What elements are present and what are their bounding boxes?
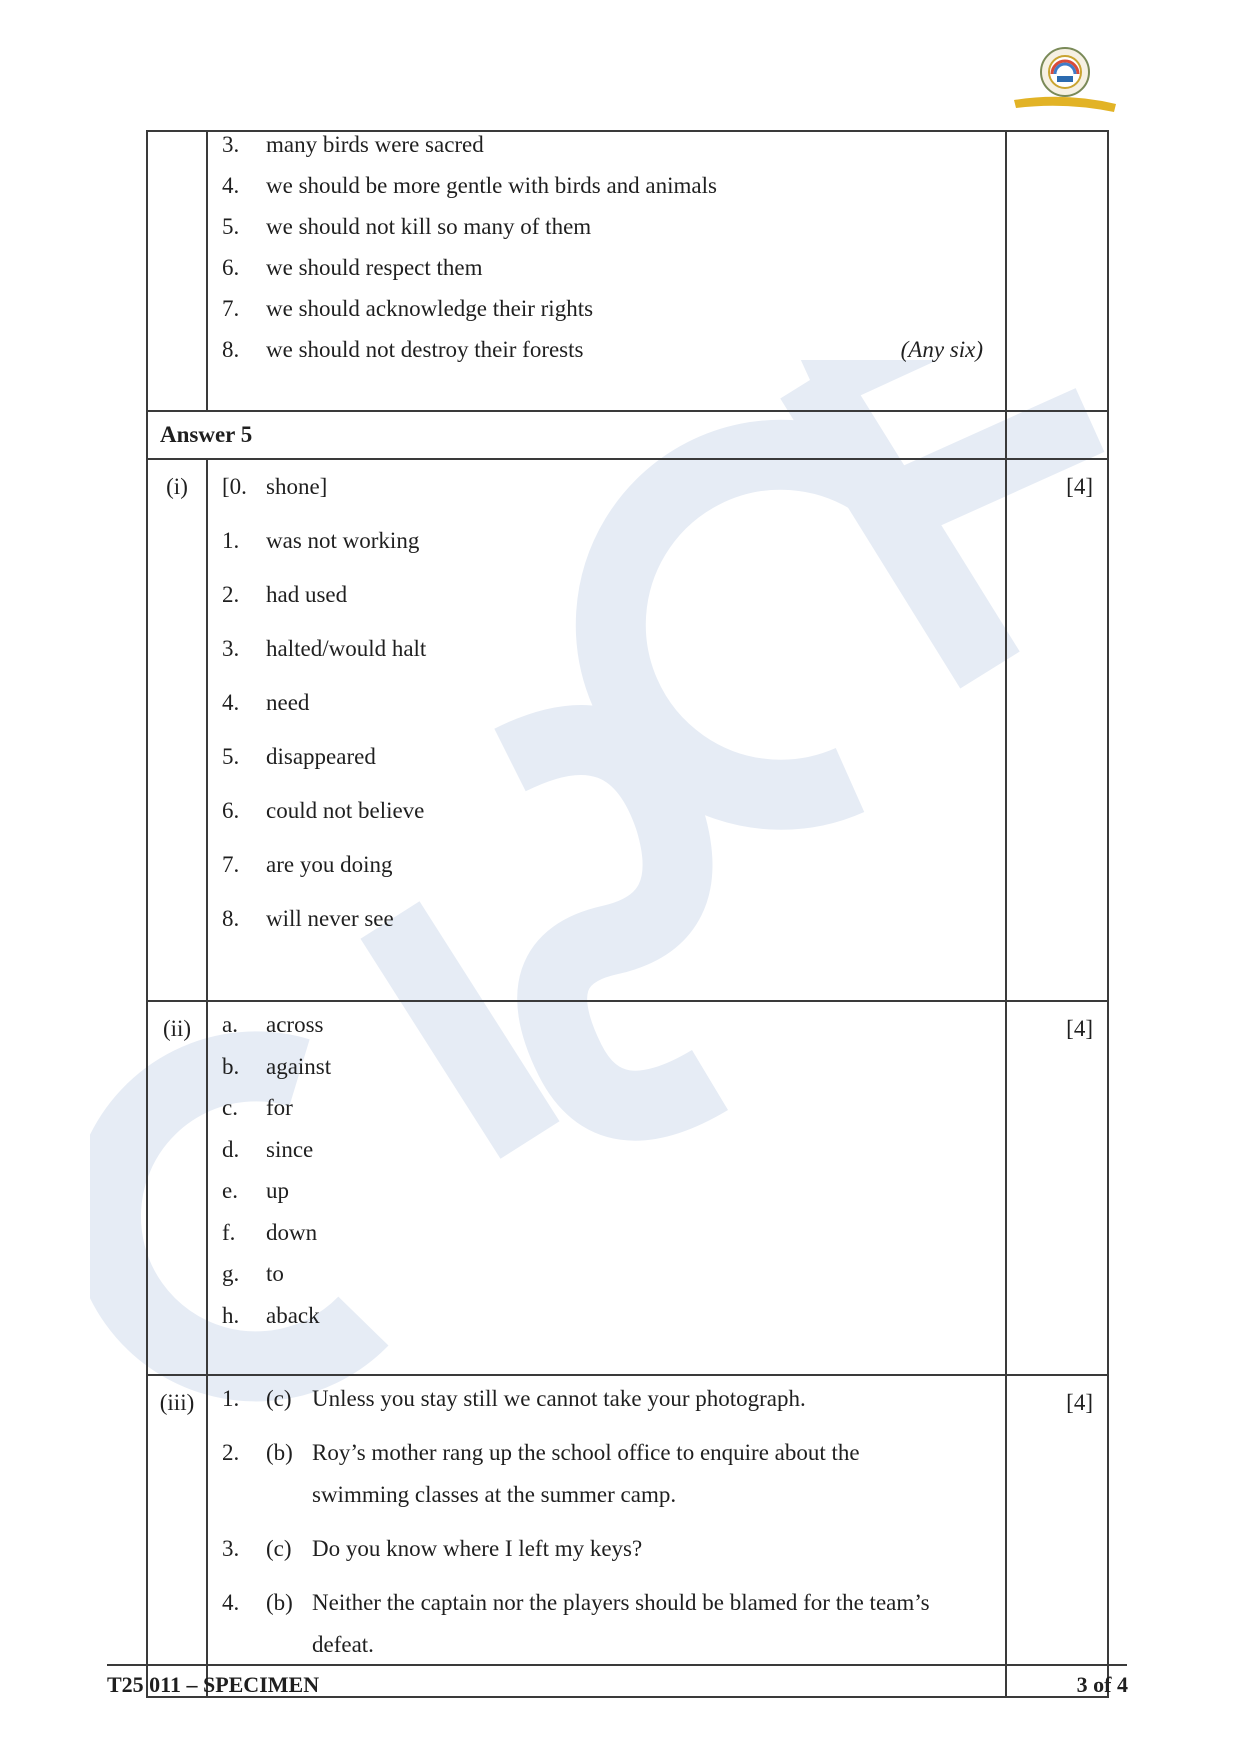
list-item: d. since (222, 1136, 314, 1162)
list-item: 8. will never see (222, 906, 394, 931)
list-item: f. down (222, 1219, 318, 1245)
list-item: 8. we should not destroy their forests (Any six) (208, 337, 1005, 378)
marks-label: [4] (1006, 1375, 1108, 1697)
list-item: 3. many birds were sacred (222, 132, 484, 157)
part-label: (i) (147, 459, 207, 1001)
part-i-answers (207, 459, 1006, 1001)
table-row (147, 1001, 1108, 1375)
table-row (147, 411, 1108, 459)
list-item: 4. need (222, 690, 310, 715)
list-item: 5. we should not kill so many of them (222, 214, 592, 239)
marks-label: [4] (1006, 1001, 1108, 1375)
list-item: 1. (c) Unless you stay still we cannot take your photograph. (222, 1386, 806, 1411)
list-item: c. for (222, 1095, 293, 1120)
list-item: g. to (222, 1261, 284, 1286)
list-item: 3. (c) Do you know where I left my keys? (222, 1536, 643, 1561)
table-row (147, 1375, 1108, 1697)
list-item: 2. had used (222, 582, 348, 607)
list-item: 7. are you doing (222, 852, 393, 877)
list-item: 2. (b) Roy’s mother rang up the school office to enquire about the swimming classes at the summer camp. (222, 1440, 860, 1507)
paper-code: T25 011 – SPECIMEN (107, 1672, 320, 1697)
list-item: 5. disappeared (222, 744, 376, 769)
list-item: 7. we should acknowledge their rights (222, 296, 594, 321)
list-item: 4. we should be more gentle with birds and animals (222, 173, 717, 198)
any-six-note: (Any six) (900, 337, 983, 362)
list-item: 6. we should respect them (222, 255, 483, 280)
list-item: 3. halted/would halt (222, 636, 427, 661)
list-item: h. aback (222, 1302, 320, 1328)
list-item: 6. could not believe (222, 798, 425, 823)
part-iii-answers (207, 1375, 1006, 1697)
footer-divider (107, 1664, 1127, 1666)
marks-label: [4] (1006, 459, 1108, 1001)
answer-heading: Answer 5 (147, 411, 1006, 459)
top-items-cell (207, 131, 1006, 411)
table-row (147, 131, 1108, 411)
page-number: 3 of 4 (1076, 1672, 1128, 1697)
list-item: a. across (222, 1012, 324, 1037)
list-item: b. against (222, 1053, 332, 1079)
list-item: 4. (b) Neither the captain nor the players should be blamed for the team’s defeat. (222, 1590, 930, 1657)
table-row (147, 459, 1108, 1001)
list-item: [0. shone] (222, 474, 328, 499)
part-ii-answers (207, 1001, 1006, 1375)
list-item: e. up (222, 1178, 289, 1203)
answer-table (146, 130, 1109, 1698)
part-label: (ii) (147, 1001, 207, 1375)
cisce-logo (1010, 44, 1120, 120)
list-item: 1. was not working (222, 528, 420, 553)
part-label: (iii) (147, 1375, 207, 1697)
